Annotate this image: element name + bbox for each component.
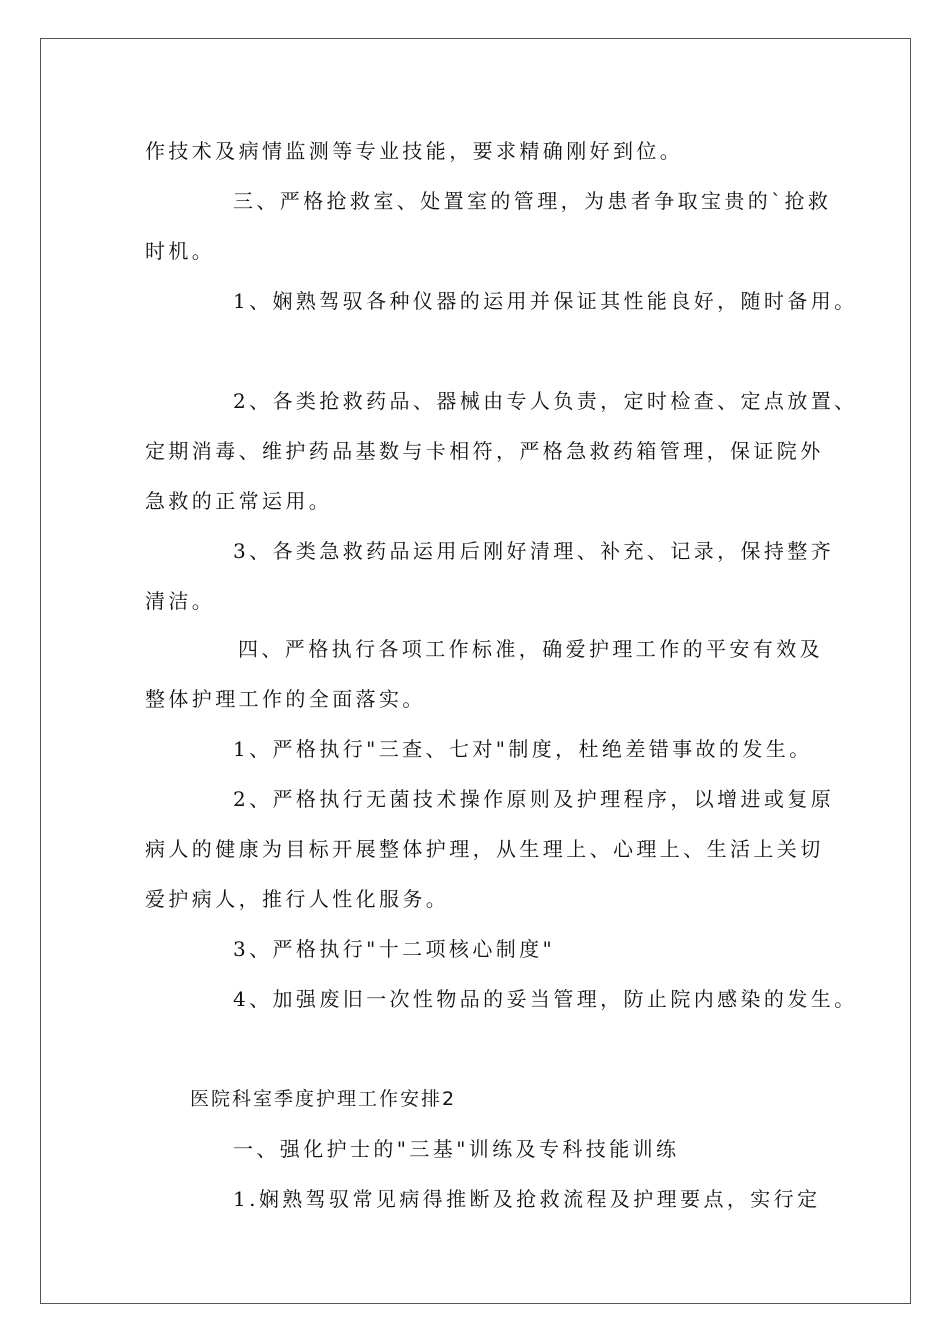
text-line-2: 三、严格抢救室、处置室的管理，为患者争取宝贵的`抢救 bbox=[233, 189, 832, 213]
text-line-9: 清洁。 bbox=[145, 589, 216, 613]
section-title: 医院科室季度护理工作安排2 bbox=[190, 1088, 457, 1110]
text-line-10: 四、严格执行各项工作标准，确爱护理工作的平安有效及 bbox=[238, 637, 823, 661]
text-line-11: 整体护理工作的全面落实。 bbox=[145, 687, 426, 711]
text-line-5: 2、各类抢救药品、器械由专人负责，定时检查、定点放置、 bbox=[233, 389, 858, 413]
text-line-19: 一、强化护士的"三基"训练及专科技能训练 bbox=[233, 1137, 680, 1161]
text-line-8: 3、各类急救药品运用后刚好清理、补充、记录，保持整齐 bbox=[233, 539, 835, 563]
text-line-17: 4、加强废旧一次性物品的妥当管理，防止院内感染的发生。 bbox=[233, 987, 858, 1011]
text-line-12: 1、严格执行"三查、七对"制度，杜绝差错事故的发生。 bbox=[233, 737, 813, 761]
text-line-14: 病人的健康为目标开展整体护理，从生理上、心理上、生活上关切 bbox=[145, 837, 824, 861]
text-line-3: 时机。 bbox=[145, 239, 216, 263]
text-line-4: 1、娴熟驾驭各种仪器的运用并保证其性能良好，随时备用。 bbox=[233, 289, 858, 313]
text-line-7: 急救的正常运用。 bbox=[145, 489, 333, 513]
text-line-16: 3、严格执行"十二项核心制度" bbox=[233, 937, 556, 961]
text-line-13: 2、严格执行无菌技术操作原则及护理程序，以增进或复原 bbox=[233, 787, 835, 811]
text-line-6: 定期消毒、维护药品基数与卡相符，严格急救药箱管理，保证院外 bbox=[145, 439, 824, 463]
text-line-20: 1.娴熟驾驭常见病得推断及抢救流程及护理要点，实行定 bbox=[233, 1187, 821, 1211]
text-line-1: 作技术及病情监测等专业技能，要求精确刚好到位。 bbox=[145, 139, 684, 163]
page-border bbox=[40, 38, 911, 1304]
text-line-15: 爱护病人，推行人性化服务。 bbox=[145, 887, 450, 911]
